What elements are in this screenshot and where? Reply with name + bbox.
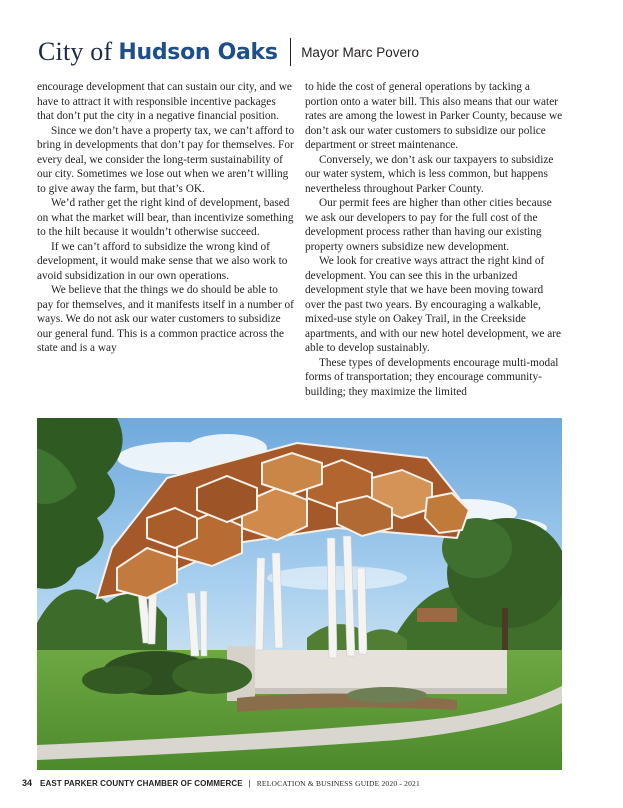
city-title-prefix: City of [38,37,113,66]
paragraph: We’d rather get the right kind of development, based on what the market will bear, than incentivize something to the hilt because it wouldn’t otherwise succeed. [37,197,294,238]
pavilion-photo [37,418,562,770]
left-column [37,80,295,410]
city-title-name: Hudson Oaks [118,39,278,65]
paragraph: We look for creative ways attract the right kind of development. You can see this in the urbanized development style that we have been moving toward over the past two years. By encouraging a walkable, mixed-use style on Oakey Trail, in the Creekside apartments, and with our new hotel development, we are able to develop sustainably. [305,255,561,354]
paragraph: encourage development that can sustain our city, and we have to attract it with responsible incentive packages that don’t put the city in a negative financial position. [37,81,292,122]
page-footer [22,776,420,790]
footer-separator: | [248,778,251,788]
right-column [305,80,563,410]
paragraph: Our permit fees are higher than other cities because we ask our developers to pay for the full cost of the development process rather than having our existing property owners subsidize new development. [305,197,552,253]
page-header [38,36,419,68]
paragraph: to hide the cost of general operations by tacking a portion onto a water bill. This also means that our water rates are among the lowest in Parker County, because we don’t ask our water customers to subsidize our police department or street maintenance. [305,81,563,151]
paragraph: Since we don’t have a property tax, we can’t afford to bring in developments that don’t pay for themselves. For every deal, we consider the long-term sustainability of our city. Sometimes we lose out when we aren’t willing to give away the farm, but that’s OK. [37,124,295,195]
footer-organization: EAST PARKER COUNTY CHAMBER OF COMMERCE [40,778,243,788]
paragraph: These types of developments encourage multi-modal forms of transportation; they encourage community-building; they maximize the limited [305,356,559,398]
footer-publication: RELOCATION & BUSINESS GUIDE 2020 - 2021 [256,778,420,788]
paragraph: If we can’t afford to subsidize the wrong kind of development, it would make sense that we also work to avoid subsidization in our own operations. [37,240,288,282]
paragraph: Conversely, we don’t ask our taxpayers to subsidize our water system, which is less common, but happens nevertheless throughout Parker County. [305,153,554,195]
page-number: 34 [22,778,33,788]
byline: Mayor Marc Povero [301,44,419,60]
header-divider [290,38,292,66]
paragraph: We believe that the things we do should be able to pay for themselves, and it manifests itself in a number of ways. We do not ask our water customers to subsidize our general fund. This is a common practice across the state and is a way [37,284,294,354]
